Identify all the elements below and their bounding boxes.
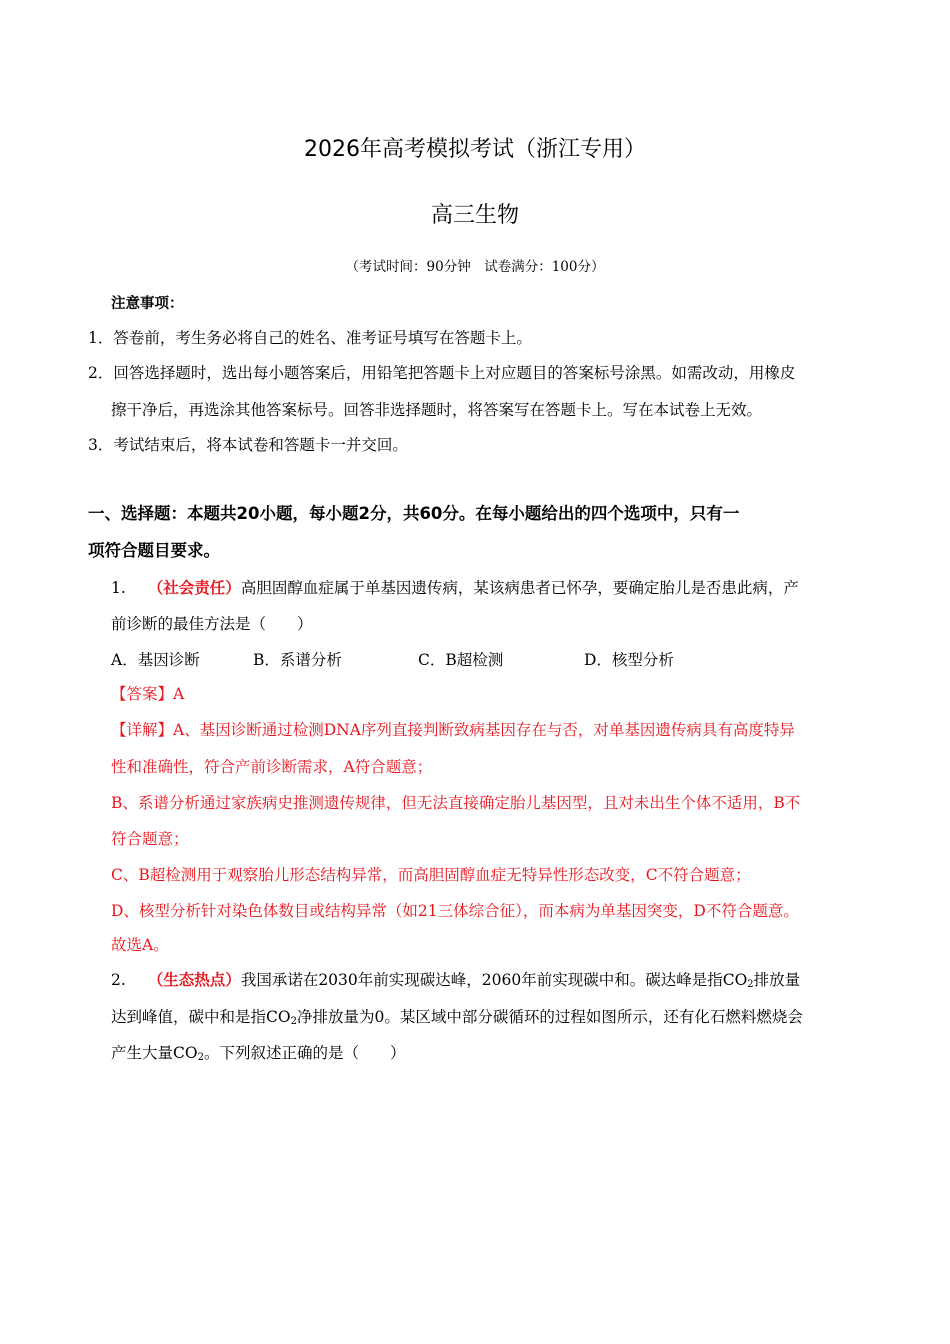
explanation-line: 性和准确性，符合产前诊断需求，A符合题意； bbox=[111, 758, 433, 776]
notice-item-num: 2． bbox=[88, 364, 114, 382]
explanation-line: C、B超检测用于观察胎儿形态结构异常，而高胆固醇血症无特异性形态改变，C不符合题意； bbox=[111, 866, 751, 884]
question-stem: 高胆固醇血症属于单基因遗传病，某该病患者已怀孕，要确定胎儿是否患此病，产 bbox=[240, 579, 799, 597]
question-stem: 排放量 bbox=[753, 971, 801, 989]
option-c: C．B超检测 bbox=[418, 651, 504, 669]
question-2-stem-cont bbox=[111, 1043, 405, 1063]
subscript: 2 bbox=[747, 979, 754, 990]
explanation-line bbox=[111, 720, 795, 740]
section-heading: 一、选择题：本题共20小题，每小题2分，共60分。在每小题给出的四个选项中，只有一 bbox=[88, 504, 740, 523]
question-tag: （社会责任） bbox=[147, 579, 241, 597]
notice-item-1 bbox=[88, 328, 532, 348]
question-tag: （生态热点） bbox=[147, 971, 241, 989]
notice-item-3 bbox=[88, 435, 408, 455]
question-1-stem-cont: 前诊断的最佳方法是（ ） bbox=[111, 615, 313, 633]
question-stem: 我国承诺在2030年前实现碳达峰，2060年前实现碳中和。碳达峰是指CO bbox=[240, 971, 748, 989]
explanation-line: 故选A。 bbox=[111, 936, 169, 954]
exam-info: （考试时间：90分钟 试卷满分：100分） bbox=[345, 259, 605, 275]
notice-item-num: 3． bbox=[88, 436, 114, 454]
question-2-stem-cont bbox=[111, 1007, 803, 1027]
option-d: D．核型分析 bbox=[584, 651, 674, 669]
notice-heading: 注意事项： bbox=[111, 296, 184, 312]
question-2-stem bbox=[111, 970, 800, 990]
explanation-line: 符合题意； bbox=[111, 830, 189, 848]
explanation-text: A、基因诊断通过检测DNA序列直接判断致病基因存在与否，对单基因遗传病具有高度特异 bbox=[173, 721, 795, 739]
notice-item-text: 回答选择题时，选出每小题答案后，用铅笔把答题卡上对应题目的答案标号涂黑。如需改动，用橡皮 bbox=[113, 364, 796, 382]
section-heading-cont: 项符合题目要求。 bbox=[88, 541, 220, 560]
explanation-tag: 【详解】 bbox=[111, 721, 174, 739]
subject-title: 高三生物 bbox=[430, 203, 519, 228]
notice-item-2 bbox=[88, 363, 795, 383]
question-stem: 。下列叙述正确的是（ ） bbox=[203, 1044, 406, 1062]
notice-item-2-cont: 擦干净后，再选涂其他答案标号。回答非选择题时，将答案写在答题卡上。写在本试卷上无效。 bbox=[111, 401, 763, 419]
question-stem: 净排放量为0。某区域中部分碳循环的过程如图所示，还有化石燃料燃烧会 bbox=[296, 1008, 803, 1026]
explanation-line: B、系谱分析通过家族病史推测遗传规律，但无法直接确定胎儿基因型，且对未出生个体不适用，B不 bbox=[111, 794, 801, 812]
notice-item-num: 1． bbox=[88, 329, 114, 347]
explanation-line: D、核型分析针对染色体数目或结构异常（如21三体综合征），而本病为单基因突变，D不符合题意。 bbox=[111, 902, 799, 920]
subscript: 2 bbox=[197, 1052, 204, 1063]
question-stem: 产生大量CO bbox=[111, 1044, 198, 1062]
question-1-stem bbox=[111, 578, 799, 598]
notice-item-text: 考试结束后，将本试卷和答题卡一并交回。 bbox=[113, 436, 408, 454]
answer: 【答案】A bbox=[111, 685, 185, 703]
option-b: B．系谱分析 bbox=[253, 651, 342, 669]
subscript: 2 bbox=[290, 1016, 297, 1027]
notice-item-text: 答卷前，考生务必将自己的姓名、准考证号填写在答题卡上。 bbox=[113, 329, 532, 347]
exam-title: 2026年高考模拟考试（浙江专用） bbox=[304, 137, 646, 162]
question-number: 1. bbox=[111, 579, 126, 597]
option-a: A．基因诊断 bbox=[111, 651, 200, 669]
question-stem: 达到峰值，碳中和是指CO bbox=[111, 1008, 291, 1026]
question-number: 2. bbox=[111, 971, 126, 989]
